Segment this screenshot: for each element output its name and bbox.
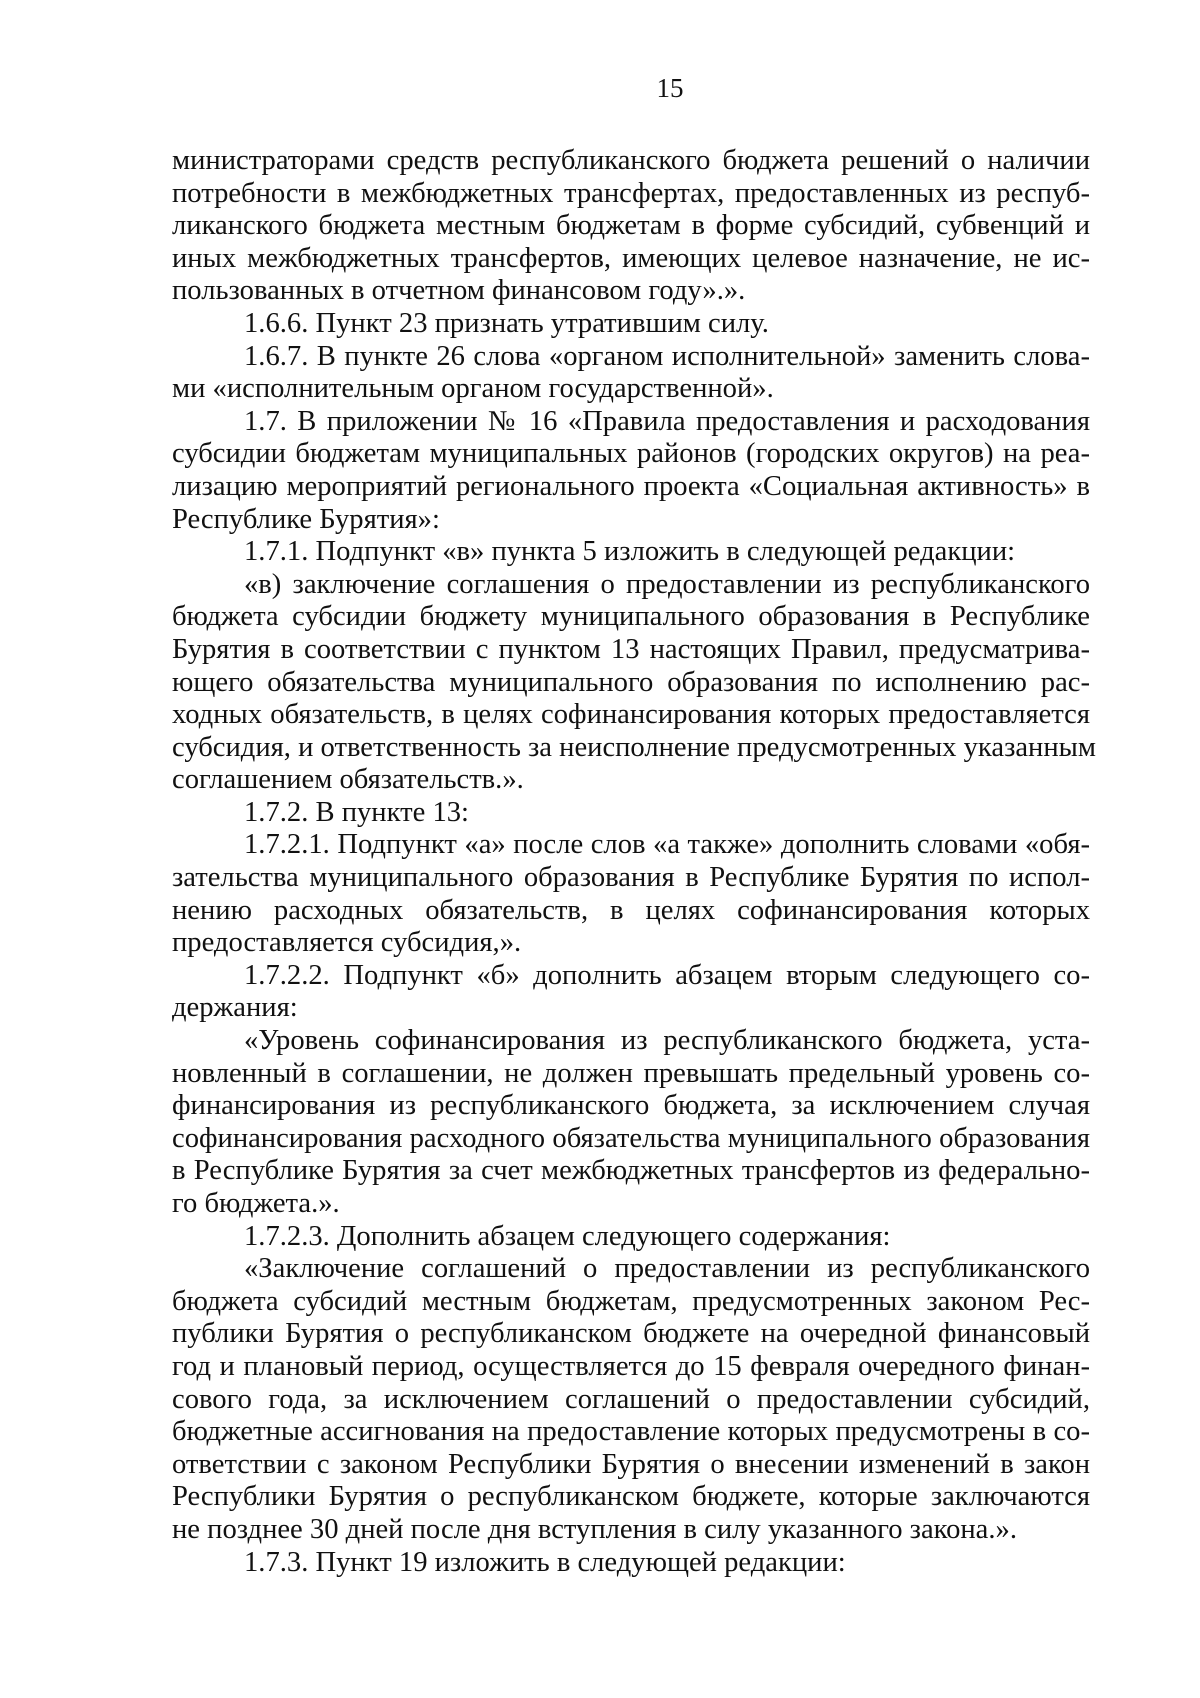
text-line: «в) заключение соглашения о предоставлении из республиканского	[244, 568, 1090, 600]
text-line: финансирования из республиканского бюджета, за исключением случая	[172, 1090, 1090, 1122]
text-line: иных межбюджетных трансфертов, имеющих целевое назначение, не ис-	[172, 242, 1090, 274]
text-line: предоставляется субсидия,».	[172, 927, 522, 959]
text-line: «Заключение соглашений о предоставлении из республиканского	[244, 1253, 1090, 1285]
text-line: ответствии с законом Республики Бурятия о внесении изменений в закон	[172, 1448, 1090, 1480]
text-line: ющего обязательства муниципального образования по исполнению рас-	[172, 666, 1090, 698]
text-line: держания:	[172, 992, 298, 1024]
text-line: Республики Бурятия о республиканском бюджете, которые заключаются	[172, 1481, 1090, 1513]
page-number: 15	[656, 73, 684, 103]
text-line: бюджетные ассигнования на предоставление которых предусмотрены в со-	[172, 1416, 1090, 1448]
text-line: 1.7.3. Пункт 19 изложить в следующей редакции:	[244, 1546, 846, 1578]
text-line: го бюджета.».	[172, 1188, 340, 1219]
text-line: не позднее 30 дней после дня вступления в силу указанного закона.».	[172, 1513, 1017, 1545]
text-line: 1.7. В приложении № 16 «Правила предоставления и расходования	[244, 405, 1090, 437]
text-line: лизацию мероприятий регионального проекта «Социальная активность» в	[172, 470, 1090, 502]
text-line: Бурятия в соответствии с пунктом 13 настоящих Правил, предусматрива-	[172, 633, 1090, 665]
text-line: 1.7.2.1. Подпункт «а» после слов «а также» дополнить словами «обя-	[244, 829, 1090, 861]
text-line: пользованных в отчетном финансовом году».».	[172, 275, 746, 307]
text-line: 1.6.7. В пункте 26 слова «органом исполнительной» заменить слова-	[244, 340, 1090, 372]
text-line: Республике Бурятия»:	[172, 503, 440, 535]
text-line: министраторами средств республиканского бюджета решений о наличии	[172, 145, 1090, 176]
document-body	[172, 145, 1096, 1579]
text-line: соглашением обязательств.».	[172, 764, 524, 796]
text-line: зательства муниципального образования в Республике Бурятия по испол-	[172, 862, 1090, 894]
text-line: «Уровень софинансирования из республиканского бюджета, уста-	[244, 1025, 1090, 1057]
text-line: нению расходных обязательств, в целях софинансирования которых	[172, 894, 1090, 926]
text-line: потребности в межбюджетных трансфертах, предоставленных из респуб-	[172, 177, 1090, 209]
text-line: год и плановый период, осуществляется до 15 февраля очередного финан-	[172, 1350, 1090, 1382]
text-line: субсидии бюджетам муниципальных районов (городских округов) на реа-	[172, 438, 1090, 470]
text-line: 1.7.2.2. Подпункт «б» дополнить абзацем вторым следующего со-	[244, 959, 1090, 991]
text-line: ми «исполнительным органом государственной».	[172, 373, 774, 405]
text-line: публики Бурятия о республиканском бюджете на очередной финансовый	[172, 1318, 1090, 1350]
text-line: сового года, за исключением соглашений о предоставлении субсидий,	[172, 1383, 1090, 1415]
text-line: новленный в соглашении, не должен превышать предельный уровень со-	[172, 1057, 1090, 1089]
text-line: субсидия, и ответственность за неисполнение предусмотренных указанным	[172, 731, 1096, 763]
text-line: софинансирования расходного обязательства муниципального образования	[172, 1122, 1090, 1154]
text-line: ходных обязательств, в целях софинансирования которых предоставляется	[172, 699, 1090, 731]
text-line: ликанского бюджета местным бюджетам в форме субсидий, субвенций и	[172, 210, 1090, 242]
text-line: бюджета субсидии бюджету муниципального образования в Республике	[172, 601, 1090, 633]
text-line: бюджета субсидий местным бюджетам, предусмотренных законом Рес-	[172, 1285, 1090, 1317]
text-line: в Республике Бурятия за счет межбюджетных трансфертов из федерально-	[172, 1155, 1090, 1187]
text-line: 1.6.6. Пункт 23 признать утратившим силу.	[244, 307, 769, 339]
text-line: 1.7.2.3. Дополнить абзацем следующего содержания:	[244, 1220, 891, 1252]
text-line: 1.7.2. В пункте 13:	[244, 796, 469, 828]
text-line: 1.7.1. Подпункт «в» пункта 5 изложить в следующей редакции:	[244, 536, 1016, 568]
